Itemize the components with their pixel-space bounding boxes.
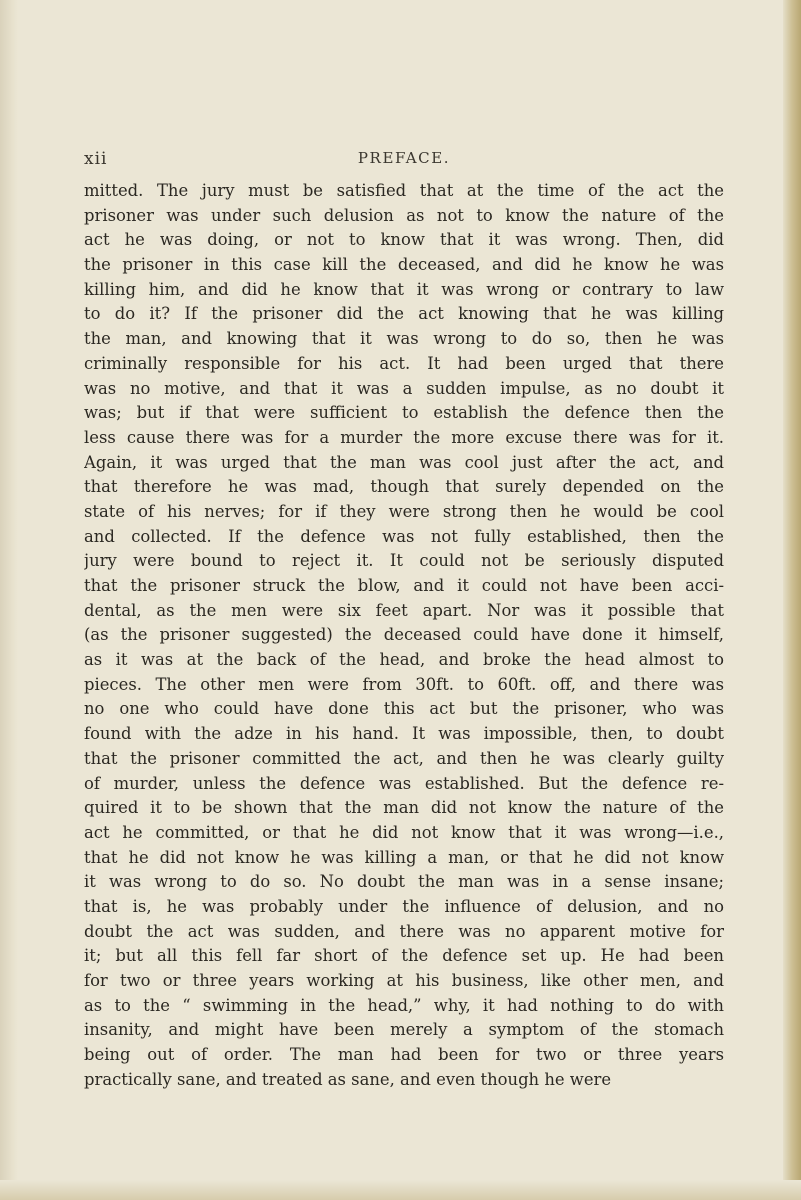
text-line: being out of order. The man had been for two or three years xyxy=(84,1045,724,1065)
text-line: insanity, and might have been merely a symptom of the stomach xyxy=(84,1020,724,1040)
text-line: state of his nerves; for if they were strong then he would be cool xyxy=(84,501,724,521)
text-line: no one who could have done this act but the prisoner, who was xyxy=(84,699,724,719)
text-line: jury were bound to reject it. It could not be seriously disputed xyxy=(84,551,724,571)
text-line: Again, it was urged that the man was cool just after the act, and xyxy=(84,452,724,472)
page-number: xii xyxy=(84,149,108,169)
text-line: that therefore he was mad, though that surely depended on the xyxy=(84,477,724,497)
text-line: practically sane, and treated as sane, and even though he were xyxy=(84,1069,612,1089)
text-line: was; but if that were sufficient to establish the defence then the xyxy=(84,403,724,423)
page-header xyxy=(84,149,724,173)
page-bottom-edge xyxy=(0,1180,801,1200)
running-head: PREFACE. xyxy=(357,149,451,167)
text-line: prisoner was under such delusion as not to know the nature of the xyxy=(84,205,724,225)
text-line: that is, he was probably under the influence of delusion, and no xyxy=(84,896,724,916)
page-edge xyxy=(783,0,801,1200)
binding-gutter xyxy=(0,0,18,1200)
text-line: that the prisoner struck the blow, and it could not have been acci- xyxy=(84,576,724,595)
text-line: as to the “ swimming in the head,” why, it had nothing to do with xyxy=(84,995,724,1015)
text-line: dental, as the men were six feet apart. Nor was it possible that xyxy=(84,600,724,620)
text-line: it; but all this fell far short of the defence set up. He had been xyxy=(84,946,724,966)
text-line: and collected. If the defence was not fully established, then the xyxy=(84,526,724,546)
text-line: found with the adze in his hand. It was impossible, then, to doubt xyxy=(84,724,724,744)
text-line: mitted. The jury must be satisfied that at the time of the act the xyxy=(84,181,724,200)
text-line: quired it to be shown that the man did not know the nature of the xyxy=(84,798,724,818)
text-line: to do it? If the prisoner did the act knowing that he was killing xyxy=(84,304,724,324)
text-line: of murder, unless the defence was established. But the defence re- xyxy=(84,773,724,793)
text-line: act he was doing, or not to know that it was wrong. Then, did xyxy=(84,230,724,250)
text-line: criminally responsible for his act. It had been urged that there xyxy=(84,353,724,373)
text-line: that the prisoner committed the act, and then he was clearly guilty xyxy=(84,748,724,768)
text-line: for two or three years working at his business, like other men, and xyxy=(84,971,724,990)
text-line: was no motive, and that it was a sudden impulse, as no doubt it xyxy=(84,378,724,398)
text-line: (as the prisoner suggested) the deceased could have done it himself, xyxy=(84,625,724,645)
text-line: the man, and knowing that it was wrong to do so, then he was xyxy=(84,329,724,349)
text-line: as it was at the back of the head, and broke the head almost to xyxy=(84,650,724,670)
text-line: the prisoner in this case kill the deceased, and did he know he was xyxy=(84,255,724,275)
text-line: act he committed, or that he did not know that it was wrong—i.e., xyxy=(84,822,724,842)
text-line: killing him, and did he know that it was wrong or contrary to law xyxy=(84,279,724,299)
text-line: less cause there was for a murder the more excuse there was for it. xyxy=(84,427,724,447)
text-line: doubt the act was sudden, and there was no apparent motive for xyxy=(84,921,724,941)
text-line: it was wrong to do so. No doubt the man was in a sense insane; xyxy=(84,872,724,892)
text-line: pieces. The other men were from 30ft. to 60ft. off, and there was xyxy=(84,674,724,694)
body-text xyxy=(84,179,724,1092)
text-line: that he did not know he was killing a man, or that he did not know xyxy=(84,847,724,867)
